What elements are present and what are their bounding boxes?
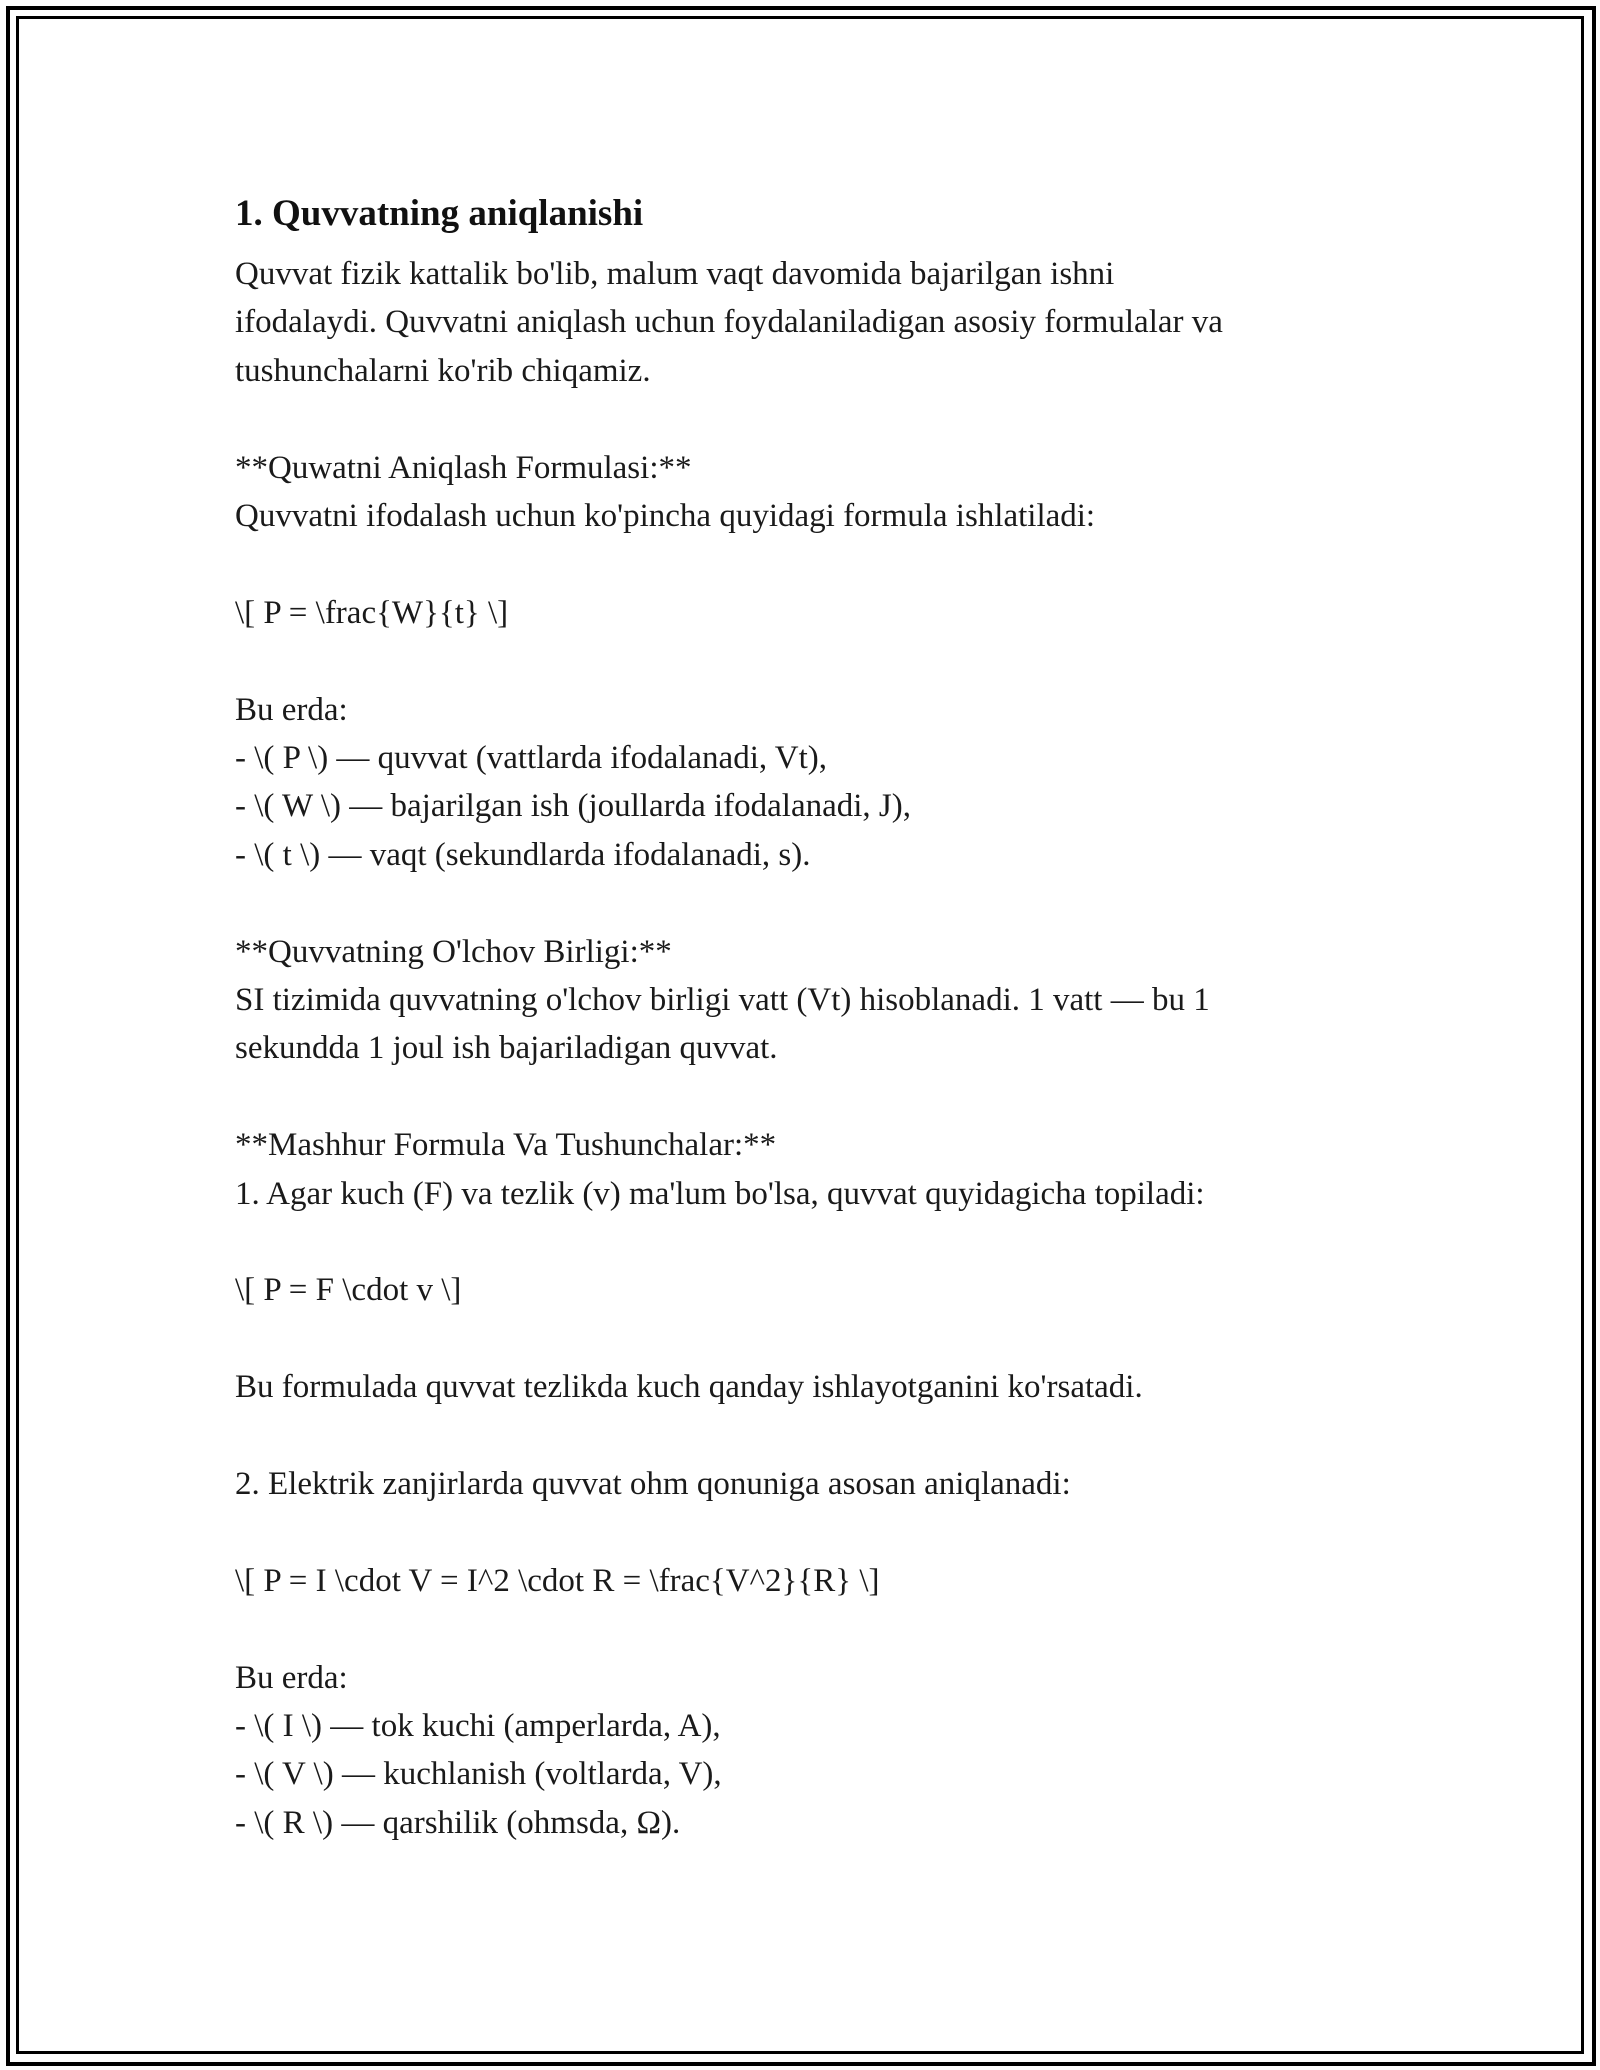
text-line: sekundda 1 joul ish bajariladigan quvvat. [235,1030,778,1067]
blank-line [235,1315,1375,1363]
document-body [235,188,1375,1847]
text-line: 2. Elektrik zanjirlarda quvvat ohm qonuniga asosan aniqlanadi: [235,1466,1071,1503]
subheading-line: **Quvvatning O'lchov Birligi:** [235,933,672,970]
formula-line: \[ P = F \cdot v \] [235,1272,462,1309]
blank-line [235,1412,1375,1460]
text-line: Quvvatni ifodalash uchun ko'pincha quyidagi formula ishlatiladi: [235,498,1096,535]
text-line: tushunchalarni ko'rib chiqamiz. [235,352,651,389]
blank-line [235,1508,1375,1556]
list-item: - \( I \) — tok kuchi (amperlarda, A), [235,1708,721,1745]
list-item: - \( P \) — quvvat (vattlarda ifodalanadi, Vt), [235,740,828,777]
text-line: 1. Agar kuch (F) va tezlik (v) ma'lum bo'lsa, quvvat quyidagicha topiladi: [235,1175,1205,1212]
blank-line [235,879,1375,927]
subheading-line: **Mashhur Formula Va Tushunchalar:** [235,1127,777,1164]
text-line: Quvvat fizik kattalik bo'lib, malum vaqt davomida bajarilgan ishni [235,256,1115,292]
blank-line [235,395,1375,443]
section-heading: 1. Quvvatning aniqlanishi [235,193,644,234]
formula-line: \[ P = I \cdot V = I^2 \cdot R = \frac{V^2}{R} \] [235,1562,880,1599]
list-item: - \( W \) — bajarilgan ish (joullarda ifodalanadi, J), [235,788,912,825]
blank-line [235,637,1375,685]
text-line: Bu erda: [235,691,348,728]
subheading-line: **Quwatni Aniqlash Formulasi:** [235,449,692,486]
blank-line [235,1218,1375,1266]
text-line: ifodalaydi. Quvvatni aniqlash uchun foydalaniladigan asosiy formulalar va [235,304,1223,341]
list-item: - \( R \) — qarshilik (ohmsda, Ω). [235,1804,681,1841]
text-line: SI tizimida quvvatning o'lchov birligi vatt (Vt) hisoblanadi. 1 vatt — bu 1 [235,982,1210,1019]
blank-line [235,1605,1375,1653]
blank-line [235,540,1375,588]
list-item: - \( t \) — vaqt (sekundlarda ifodalanadi, s). [235,836,811,873]
list-item: - \( V \) — kuchlanish (voltlarda, V), [235,1756,722,1793]
text-line: Bu erda: [235,1659,348,1696]
paragraph-block [235,250,1375,1847]
blank-line [235,1073,1375,1121]
text-line: Bu formulada quvvat tezlikda kuch qanday ishlayotganini ko'rsatadi. [235,1369,1143,1406]
formula-line: \[ P = \frac{W}{t} \] [235,594,509,631]
